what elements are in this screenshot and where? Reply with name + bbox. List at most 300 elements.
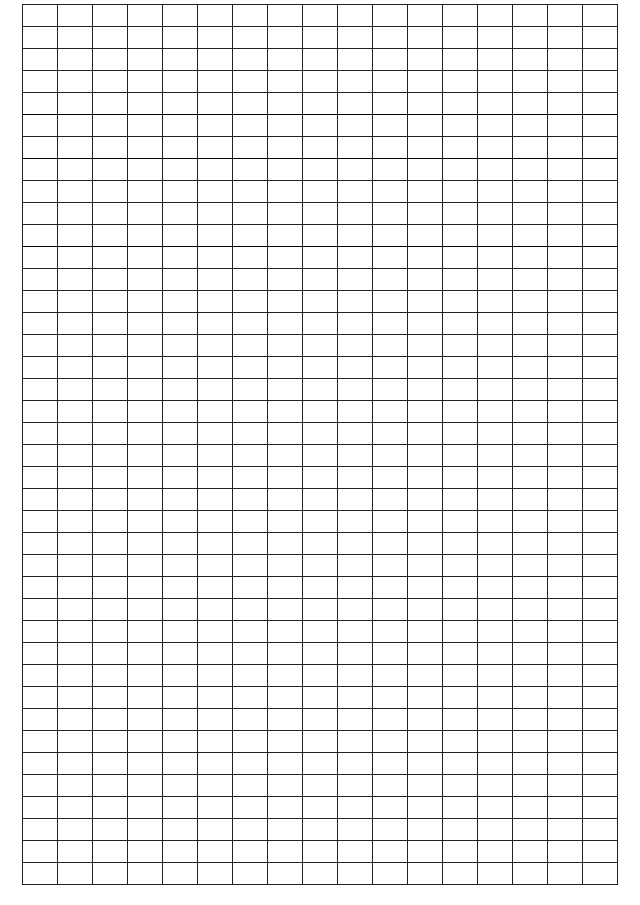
cell-cost-owners xyxy=(478,841,513,863)
cell-total-area xyxy=(268,819,303,841)
cell-year-repair xyxy=(128,533,163,555)
cell-entrances xyxy=(233,577,268,599)
cell-total-area xyxy=(268,445,303,467)
cell-floors xyxy=(198,93,233,115)
cell-wall-material xyxy=(163,511,198,533)
cell-year-built xyxy=(93,247,128,269)
cell-cost-budget xyxy=(443,621,478,643)
cell-cost-fund xyxy=(408,555,443,577)
cell-cost-fund xyxy=(408,643,443,665)
cell-total-area xyxy=(268,401,303,423)
cell-year-built xyxy=(93,5,128,27)
cell-entrances xyxy=(233,335,268,357)
cell-cost-budget xyxy=(443,863,478,885)
cell-entrances xyxy=(233,797,268,819)
cell-cost-per-sqm xyxy=(513,819,548,841)
cell-cost-limit xyxy=(548,93,583,115)
cell-year-built xyxy=(93,489,128,511)
table-row xyxy=(23,665,618,687)
cell-wall-material xyxy=(163,291,198,313)
cell-total-area xyxy=(268,313,303,335)
cell-cost-budget xyxy=(443,665,478,687)
table-row xyxy=(23,687,618,709)
cell-cost-total xyxy=(373,533,408,555)
cell-cost-total xyxy=(373,269,408,291)
cell-residents xyxy=(338,5,373,27)
cell-floors xyxy=(198,511,233,533)
cell-cost-budget xyxy=(443,687,478,709)
cell-completion-date xyxy=(583,709,618,731)
cell-year-repair xyxy=(128,555,163,577)
cell-living-area xyxy=(303,775,338,797)
cell-cost-total xyxy=(373,489,408,511)
cell-cost-per-sqm xyxy=(513,511,548,533)
cell-year-built xyxy=(93,753,128,775)
cell-address xyxy=(58,489,93,511)
cell-cost-budget xyxy=(443,643,478,665)
cell-floors xyxy=(198,775,233,797)
cell-year-repair xyxy=(128,423,163,445)
cell-floors xyxy=(198,621,233,643)
table-row xyxy=(23,445,618,467)
cell-wall-material xyxy=(163,621,198,643)
cell-year-built xyxy=(93,423,128,445)
cell-cost-limit xyxy=(548,775,583,797)
cell-year-repair xyxy=(128,599,163,621)
cell-living-area xyxy=(303,269,338,291)
cell-address xyxy=(58,577,93,599)
table-row xyxy=(23,137,618,159)
cell-floors xyxy=(198,159,233,181)
cell-total-area xyxy=(268,555,303,577)
cell-total-area xyxy=(268,687,303,709)
cell-year-repair xyxy=(128,841,163,863)
cell-floors xyxy=(198,247,233,269)
cell-year-repair xyxy=(128,93,163,115)
cell-living-area xyxy=(303,467,338,489)
cell-no xyxy=(23,599,58,621)
cell-cost-limit xyxy=(548,49,583,71)
cell-address xyxy=(58,27,93,49)
cell-address xyxy=(58,401,93,423)
cell-year-repair xyxy=(128,71,163,93)
cell-living-area xyxy=(303,71,338,93)
cell-total-area xyxy=(268,49,303,71)
cell-no xyxy=(23,225,58,247)
cell-year-built xyxy=(93,335,128,357)
cell-total-area xyxy=(268,775,303,797)
cell-address xyxy=(58,841,93,863)
cell-living-area xyxy=(303,511,338,533)
cell-living-area xyxy=(303,137,338,159)
cell-completion-date xyxy=(583,489,618,511)
cell-cost-per-sqm xyxy=(513,863,548,885)
cell-residents xyxy=(338,687,373,709)
cell-cost-owners xyxy=(478,665,513,687)
cell-wall-material xyxy=(163,93,198,115)
cell-no xyxy=(23,115,58,137)
cell-total-area xyxy=(268,863,303,885)
cell-cost-per-sqm xyxy=(513,599,548,621)
cell-living-area xyxy=(303,313,338,335)
cell-cost-owners xyxy=(478,731,513,753)
cell-cost-owners xyxy=(478,269,513,291)
cell-completion-date xyxy=(583,533,618,555)
cell-wall-material xyxy=(163,445,198,467)
cell-entrances xyxy=(233,225,268,247)
cell-no xyxy=(23,555,58,577)
cell-wall-material xyxy=(163,841,198,863)
cell-cost-total xyxy=(373,819,408,841)
cell-cost-per-sqm xyxy=(513,181,548,203)
table-row xyxy=(23,511,618,533)
cell-total-area xyxy=(268,137,303,159)
cell-cost-budget xyxy=(443,709,478,731)
cell-cost-budget xyxy=(443,555,478,577)
cell-no xyxy=(23,819,58,841)
cell-wall-material xyxy=(163,357,198,379)
cell-cost-limit xyxy=(548,753,583,775)
cell-entrances xyxy=(233,775,268,797)
cell-entrances xyxy=(233,599,268,621)
cell-cost-budget xyxy=(443,467,478,489)
cell-floors xyxy=(198,819,233,841)
cell-cost-owners xyxy=(478,511,513,533)
cell-year-repair xyxy=(128,269,163,291)
cell-total-area xyxy=(268,71,303,93)
cell-year-built xyxy=(93,621,128,643)
cell-cost-per-sqm xyxy=(513,93,548,115)
cell-address xyxy=(58,511,93,533)
cell-year-repair xyxy=(128,665,163,687)
cell-cost-total xyxy=(373,599,408,621)
cell-cost-owners xyxy=(478,49,513,71)
cell-cost-budget xyxy=(443,225,478,247)
cell-cost-budget xyxy=(443,841,478,863)
cell-cost-owners xyxy=(478,775,513,797)
cell-year-built xyxy=(93,819,128,841)
cell-completion-date xyxy=(583,159,618,181)
cell-cost-owners xyxy=(478,753,513,775)
cell-living-area xyxy=(303,621,338,643)
cell-wall-material xyxy=(163,203,198,225)
cell-living-area xyxy=(303,225,338,247)
cell-floors xyxy=(198,49,233,71)
cell-year-built xyxy=(93,599,128,621)
cell-year-built xyxy=(93,313,128,335)
cell-cost-per-sqm xyxy=(513,379,548,401)
cell-cost-limit xyxy=(548,225,583,247)
table-row xyxy=(23,335,618,357)
cell-floors xyxy=(198,137,233,159)
cell-no xyxy=(23,313,58,335)
cell-cost-total xyxy=(373,709,408,731)
table-row xyxy=(23,5,618,27)
cell-total-area xyxy=(268,731,303,753)
cell-entrances xyxy=(233,247,268,269)
cell-cost-total xyxy=(373,181,408,203)
table-row xyxy=(23,49,618,71)
cell-cost-total xyxy=(373,71,408,93)
cell-no xyxy=(23,643,58,665)
cell-cost-budget xyxy=(443,577,478,599)
cell-total-area xyxy=(268,489,303,511)
cell-wall-material xyxy=(163,467,198,489)
cell-cost-limit xyxy=(548,203,583,225)
cell-no xyxy=(23,137,58,159)
cell-cost-budget xyxy=(443,247,478,269)
cell-cost-fund xyxy=(408,269,443,291)
cell-cost-per-sqm xyxy=(513,665,548,687)
cell-cost-owners xyxy=(478,401,513,423)
cell-cost-limit xyxy=(548,115,583,137)
cell-no xyxy=(23,159,58,181)
cell-cost-per-sqm xyxy=(513,5,548,27)
cell-cost-total xyxy=(373,49,408,71)
cell-floors xyxy=(198,379,233,401)
cell-floors xyxy=(198,467,233,489)
table-row xyxy=(23,203,618,225)
cell-completion-date xyxy=(583,423,618,445)
cell-total-area xyxy=(268,291,303,313)
cell-year-built xyxy=(93,269,128,291)
cell-completion-date xyxy=(583,401,618,423)
cell-cost-total xyxy=(373,577,408,599)
cell-residents xyxy=(338,445,373,467)
cell-year-built xyxy=(93,841,128,863)
cell-living-area xyxy=(303,27,338,49)
cell-entrances xyxy=(233,423,268,445)
cell-entrances xyxy=(233,621,268,643)
cell-completion-date xyxy=(583,599,618,621)
cell-living-area xyxy=(303,49,338,71)
cell-cost-owners xyxy=(478,709,513,731)
cell-entrances xyxy=(233,49,268,71)
cell-cost-total xyxy=(373,797,408,819)
cell-cost-budget xyxy=(443,753,478,775)
cell-address xyxy=(58,225,93,247)
cell-floors xyxy=(198,269,233,291)
cell-cost-owners xyxy=(478,357,513,379)
cell-no xyxy=(23,731,58,753)
cell-cost-owners xyxy=(478,291,513,313)
cell-living-area xyxy=(303,423,338,445)
cell-cost-per-sqm xyxy=(513,27,548,49)
cell-cost-total xyxy=(373,27,408,49)
cell-cost-limit xyxy=(548,423,583,445)
cell-living-area xyxy=(303,643,338,665)
cell-wall-material xyxy=(163,269,198,291)
cell-wall-material xyxy=(163,577,198,599)
cell-cost-fund xyxy=(408,291,443,313)
cell-total-area xyxy=(268,423,303,445)
cell-floors xyxy=(198,599,233,621)
cell-living-area xyxy=(303,577,338,599)
cell-entrances xyxy=(233,511,268,533)
cell-no xyxy=(23,511,58,533)
cell-total-area xyxy=(268,115,303,137)
table-row xyxy=(23,797,618,819)
cell-cost-owners xyxy=(478,577,513,599)
cell-cost-budget xyxy=(443,159,478,181)
cell-cost-budget xyxy=(443,313,478,335)
cell-cost-total xyxy=(373,225,408,247)
cell-cost-owners xyxy=(478,423,513,445)
cell-wall-material xyxy=(163,489,198,511)
cell-residents xyxy=(338,423,373,445)
cell-year-repair xyxy=(128,643,163,665)
cell-total-area xyxy=(268,533,303,555)
cell-completion-date xyxy=(583,379,618,401)
cell-cost-fund xyxy=(408,71,443,93)
cell-address xyxy=(58,445,93,467)
cell-cost-budget xyxy=(443,489,478,511)
cell-living-area xyxy=(303,445,338,467)
cell-residents xyxy=(338,137,373,159)
cell-year-repair xyxy=(128,27,163,49)
cell-year-built xyxy=(93,401,128,423)
cell-year-built xyxy=(93,555,128,577)
cell-year-repair xyxy=(128,511,163,533)
cell-no xyxy=(23,423,58,445)
cell-address xyxy=(58,247,93,269)
cell-cost-limit xyxy=(548,467,583,489)
cell-total-area xyxy=(268,335,303,357)
cell-cost-budget xyxy=(443,357,478,379)
cell-cost-budget xyxy=(443,445,478,467)
table-row xyxy=(23,357,618,379)
cell-floors xyxy=(198,357,233,379)
cell-cost-fund xyxy=(408,27,443,49)
cell-residents xyxy=(338,819,373,841)
cell-wall-material xyxy=(163,115,198,137)
cell-cost-per-sqm xyxy=(513,291,548,313)
cell-no xyxy=(23,863,58,885)
cell-entrances xyxy=(233,753,268,775)
cell-cost-owners xyxy=(478,819,513,841)
cell-year-built xyxy=(93,775,128,797)
table-row xyxy=(23,225,618,247)
cell-wall-material xyxy=(163,159,198,181)
cell-wall-material xyxy=(163,225,198,247)
cell-cost-owners xyxy=(478,863,513,885)
cell-residents xyxy=(338,93,373,115)
cell-cost-limit xyxy=(548,269,583,291)
cell-completion-date xyxy=(583,93,618,115)
cell-living-area xyxy=(303,555,338,577)
cell-cost-per-sqm xyxy=(513,643,548,665)
cell-cost-limit xyxy=(548,533,583,555)
cell-cost-total xyxy=(373,423,408,445)
cell-no xyxy=(23,775,58,797)
cell-floors xyxy=(198,291,233,313)
cell-year-repair xyxy=(128,181,163,203)
cell-address xyxy=(58,555,93,577)
cell-year-built xyxy=(93,71,128,93)
cell-cost-limit xyxy=(548,511,583,533)
cell-no xyxy=(23,445,58,467)
cell-wall-material xyxy=(163,335,198,357)
cell-living-area xyxy=(303,401,338,423)
cell-completion-date xyxy=(583,247,618,269)
cell-wall-material xyxy=(163,247,198,269)
cell-cost-budget xyxy=(443,181,478,203)
cell-total-area xyxy=(268,159,303,181)
cell-floors xyxy=(198,533,233,555)
cell-wall-material xyxy=(163,555,198,577)
cell-living-area xyxy=(303,709,338,731)
cell-cost-per-sqm xyxy=(513,555,548,577)
cell-wall-material xyxy=(163,599,198,621)
cell-wall-material xyxy=(163,753,198,775)
cell-cost-limit xyxy=(548,819,583,841)
cell-residents xyxy=(338,203,373,225)
cell-completion-date xyxy=(583,115,618,137)
cell-no xyxy=(23,533,58,555)
cell-cost-total xyxy=(373,687,408,709)
cell-living-area xyxy=(303,665,338,687)
cell-address xyxy=(58,665,93,687)
cell-entrances xyxy=(233,93,268,115)
cell-cost-limit xyxy=(548,643,583,665)
cell-cost-per-sqm xyxy=(513,731,548,753)
cell-year-repair xyxy=(128,819,163,841)
cell-cost-owners xyxy=(478,335,513,357)
table-row xyxy=(23,621,618,643)
table-row xyxy=(23,181,618,203)
cell-year-repair xyxy=(128,203,163,225)
cell-year-built xyxy=(93,137,128,159)
cell-year-built xyxy=(93,577,128,599)
cell-address xyxy=(58,137,93,159)
cell-no xyxy=(23,203,58,225)
cell-year-built xyxy=(93,27,128,49)
cell-cost-budget xyxy=(443,775,478,797)
table-row xyxy=(23,27,618,49)
cell-no xyxy=(23,841,58,863)
cell-entrances xyxy=(233,357,268,379)
cell-completion-date xyxy=(583,49,618,71)
cell-living-area xyxy=(303,687,338,709)
cell-cost-budget xyxy=(443,203,478,225)
cell-residents xyxy=(338,115,373,137)
cell-entrances xyxy=(233,379,268,401)
cell-residents xyxy=(338,313,373,335)
cell-cost-total xyxy=(373,665,408,687)
cell-entrances xyxy=(233,687,268,709)
cell-cost-budget xyxy=(443,49,478,71)
cell-cost-owners xyxy=(478,115,513,137)
cell-cost-fund xyxy=(408,379,443,401)
cell-wall-material xyxy=(163,5,198,27)
cell-floors xyxy=(198,115,233,137)
cell-cost-limit xyxy=(548,621,583,643)
cell-year-repair xyxy=(128,709,163,731)
cell-cost-limit xyxy=(548,137,583,159)
cell-cost-per-sqm xyxy=(513,533,548,555)
cell-address xyxy=(58,687,93,709)
cell-year-repair xyxy=(128,225,163,247)
cell-year-repair xyxy=(128,137,163,159)
cell-entrances xyxy=(233,401,268,423)
cell-floors xyxy=(198,797,233,819)
cell-cost-per-sqm xyxy=(513,401,548,423)
cell-cost-fund xyxy=(408,731,443,753)
cell-completion-date xyxy=(583,863,618,885)
cell-cost-total xyxy=(373,621,408,643)
cell-residents xyxy=(338,753,373,775)
cell-year-repair xyxy=(128,445,163,467)
